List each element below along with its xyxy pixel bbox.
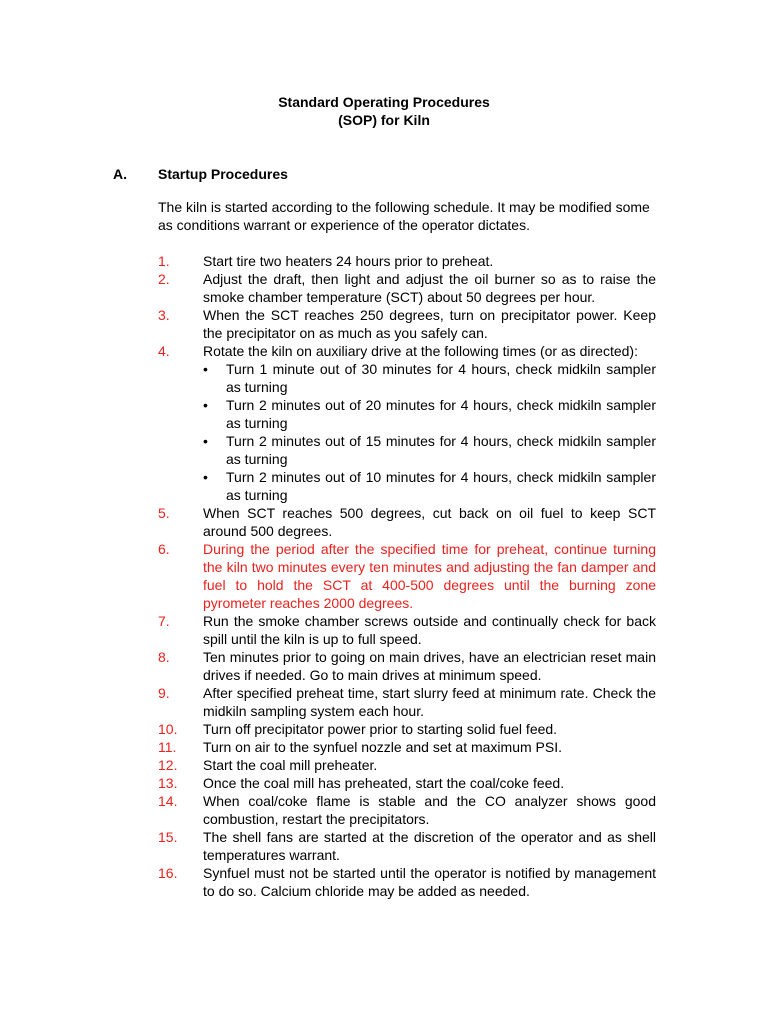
step-number: 12. (158, 757, 178, 773)
step-text: Rotate the kiln on auxiliary drive at the following times (or as directed): (203, 343, 638, 359)
step-item (158, 720, 656, 738)
step-text: Ten minutes prior to going on main drives, have an electrician reset main drives if needed. Go to main drives at minimum speed. (203, 649, 656, 683)
step-item (158, 612, 656, 648)
step-text: The shell fans are started at the discretion of the operator and as shell temperatures warrant. (203, 829, 656, 863)
step-text: Start tire two heaters 24 hours prior to preheat. (203, 253, 494, 269)
sub-bullet-text: Turn 2 minutes out of 10 minutes for 4 hours, check midkiln sampler as turning (226, 469, 656, 503)
step-number: 16. (158, 865, 178, 881)
step-number: 14. (158, 793, 178, 809)
step-text: When SCT reaches 500 degrees, cut back on oil fuel to keep SCT around 500 degrees. (203, 505, 656, 539)
step-item (158, 828, 656, 864)
sub-bullet-item (203, 432, 656, 468)
sub-bullet-item (203, 468, 656, 504)
step-item (158, 648, 656, 684)
step-number: 9. (158, 685, 170, 701)
step-text: Start the coal mill preheater. (203, 757, 378, 773)
step-text: Once the coal mill has preheated, start the coal/coke feed. (203, 775, 565, 791)
section-letter: A. (113, 166, 127, 182)
step-item (158, 774, 656, 792)
bullet-icon: • (203, 469, 208, 485)
step-item (158, 864, 656, 900)
bullet-icon: • (203, 361, 208, 377)
step-item (158, 504, 656, 540)
step-number: 7. (158, 613, 170, 629)
step-item (158, 342, 656, 504)
sub-bullet-text: Turn 2 minutes out of 20 minutes for 4 hours, check midkiln sampler as turning (226, 397, 656, 431)
sub-bullet-item (203, 396, 656, 432)
step-text: When coal/coke flame is stable and the CO analyzer shows good combustion, restart the precipitators. (203, 793, 656, 827)
step-text: Run the smoke chamber screws outside and continually check for back spill until the kiln is up to full speed. (203, 613, 656, 647)
step-number: 11. (158, 739, 177, 755)
doc-subtitle: (SOP) for Kiln (338, 112, 430, 128)
step-text: When the SCT reaches 250 degrees, turn on precipitator power. Keep the precipitator on as much as you safely can. (203, 307, 656, 341)
bullet-icon: • (203, 433, 208, 449)
bullet-icon: • (203, 397, 208, 413)
step-number: 3. (158, 307, 170, 323)
step-item (158, 306, 656, 342)
step-number: 15. (158, 829, 178, 845)
procedure-list (158, 252, 656, 900)
step-item (158, 756, 656, 774)
step-item-highlighted (158, 540, 656, 612)
step-number: 2. (158, 271, 170, 287)
step-number: 5. (158, 505, 170, 521)
step-item (158, 792, 656, 828)
step-text: Turn on air to the synfuel nozzle and set at maximum PSI. (203, 739, 562, 755)
section-title: Startup Procedures (158, 166, 288, 182)
step-text: During the period after the specified time for preheat, continue turning the kiln two minutes every ten minutes and adjusting the fan damper and fuel to hold the SCT at 400-500 degrees until the burning zone pyrometer reaches 2000 degrees. (203, 541, 656, 611)
step-number: 13. (158, 775, 178, 791)
step-text: Turn off precipitator power prior to starting solid fuel feed. (203, 721, 558, 737)
step-number: 6. (158, 541, 170, 557)
step-item (158, 270, 656, 306)
sub-bullet-item (203, 360, 656, 396)
sub-bullet-text: Turn 2 minutes out of 15 minutes for 4 hours, check midkiln sampler as turning (226, 433, 656, 467)
doc-title: Standard Operating Procedures (278, 94, 490, 110)
step-number: 8. (158, 649, 170, 665)
step-item (158, 738, 656, 756)
step-number: 10. (158, 721, 178, 737)
step-number: 4. (158, 343, 170, 359)
step-text: Synfuel must not be started until the operator is notified by management to do so. Calcium chloride may be added as needed. (203, 865, 656, 899)
step-item (158, 684, 656, 720)
step-text: Adjust the draft, then light and adjust the oil burner so as to raise the smoke chamber temperature (SCT) about 50 degrees per hour. (203, 271, 656, 305)
intro-paragraph: The kiln is started according to the following schedule. It may be modified some as conditions warrant or experience of the operator dictates. (158, 199, 650, 233)
sub-bullet-text: Turn 1 minute out of 30 minutes for 4 hours, check midkiln sampler as turning (226, 361, 656, 395)
step-item (158, 252, 656, 270)
step-number: 1. (158, 253, 170, 269)
step-text: After specified preheat time, start slurry feed at minimum rate. Check the midkiln sampling system each hour. (203, 685, 656, 719)
